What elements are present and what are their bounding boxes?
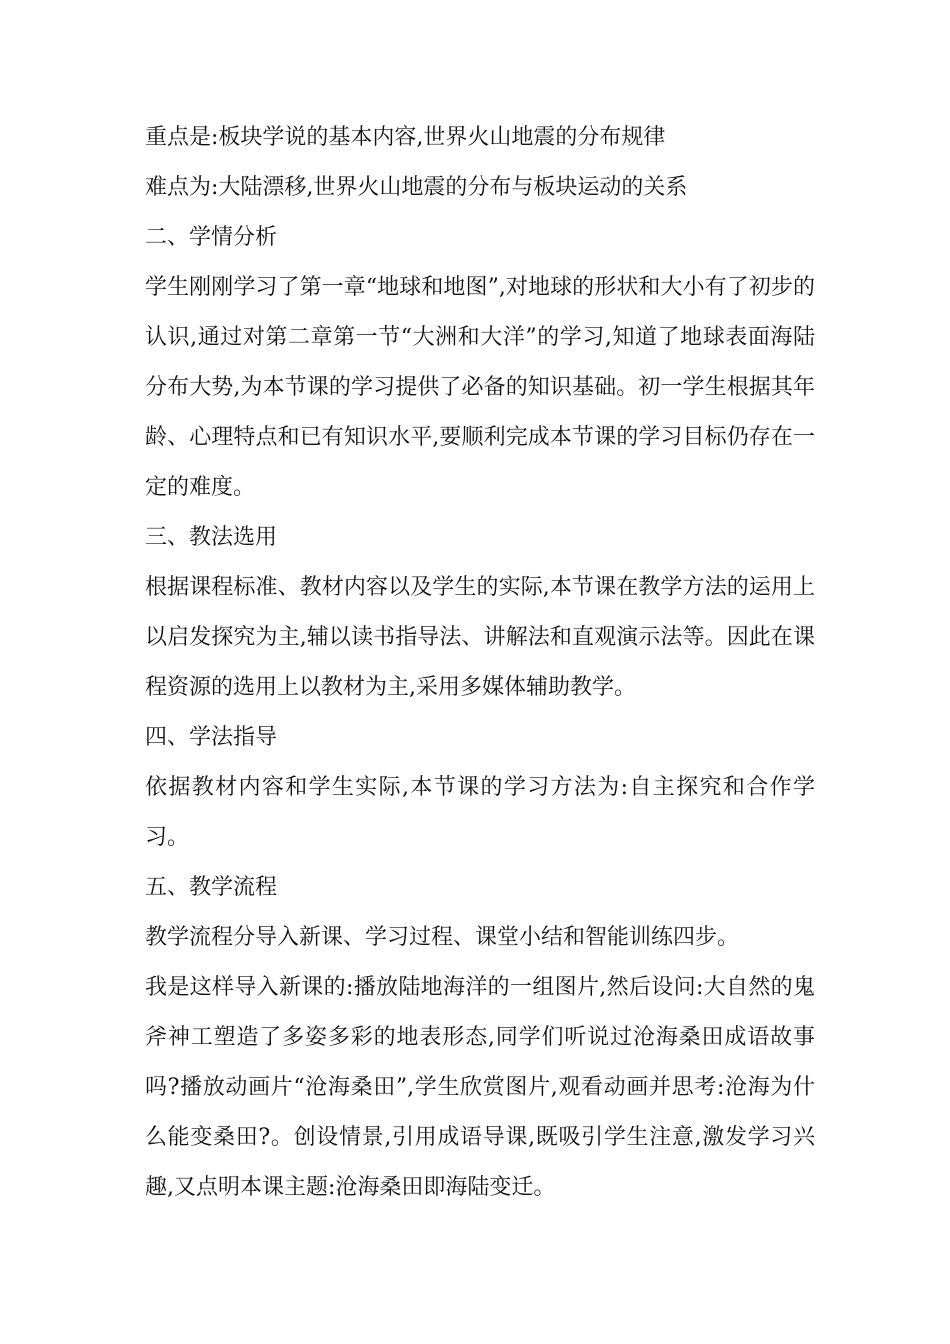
teaching-process-summary-text: 教学流程分导入新课、学习过程、课堂小结和智能训练四步。 — [145, 925, 740, 950]
section-heading-teaching-method: 三、教法选用 — [145, 525, 278, 550]
key-points-text: 重点是:板块学说的基本内容,世界火山地震的分布规律 — [145, 125, 666, 150]
difficult-points-text: 难点为:大陆漂移,世界火山地震的分布与板块运动的关系 — [145, 175, 688, 200]
section-heading-teaching-process: 五、教学流程 — [145, 875, 278, 900]
learning-guidance-text: 依据教材内容和学生实际,本节课的学习方法为:自主探究和合作学习。 — [145, 775, 815, 850]
section-heading-student-analysis: 二、学情分析 — [145, 225, 278, 250]
section-heading-learning-guidance: 四、学法指导 — [145, 725, 278, 750]
teaching-method-text: 根据课程标准、教材内容以及学生的实际,本节课在教学方法的运用上以启发探究为主,辅以读书指导法、讲解法和直观演示法等。因此在课程资源的选用上以教材为主,采用多媒体辅助教学。 — [145, 575, 815, 700]
lesson-introduction-text: 我是这样导入新课的:播放陆地海洋的一组图片,然后设问:大自然的鬼斧神工塑造了多姿多彩的地表形态,同学们听说过沧海桑田成语故事吗?播放动画片“沧海桑田”,学生欣赏图片,观看动画并思考:沧海为什么能变桑田?。创设情景,引用成语导课,既吸引学生注意,激发学习兴趣,又点明本课主题:沧海桑田即海陆变迁。 — [145, 975, 815, 1200]
student-analysis-text: 学生刚刚学习了第一章“地球和地图”,对地球的形状和大小有了初步的认识,通过对第二章第一节“大洲和大洋”的学习,知道了地球表面海陆分布大势,为本节课的学习提供了必备的知识基础。初一学生根据其年龄、心理特点和已有知识水平,要顺利完成本节课的学习目标仍存在一定的难度。 — [145, 275, 815, 500]
document-body — [145, 113, 815, 1213]
